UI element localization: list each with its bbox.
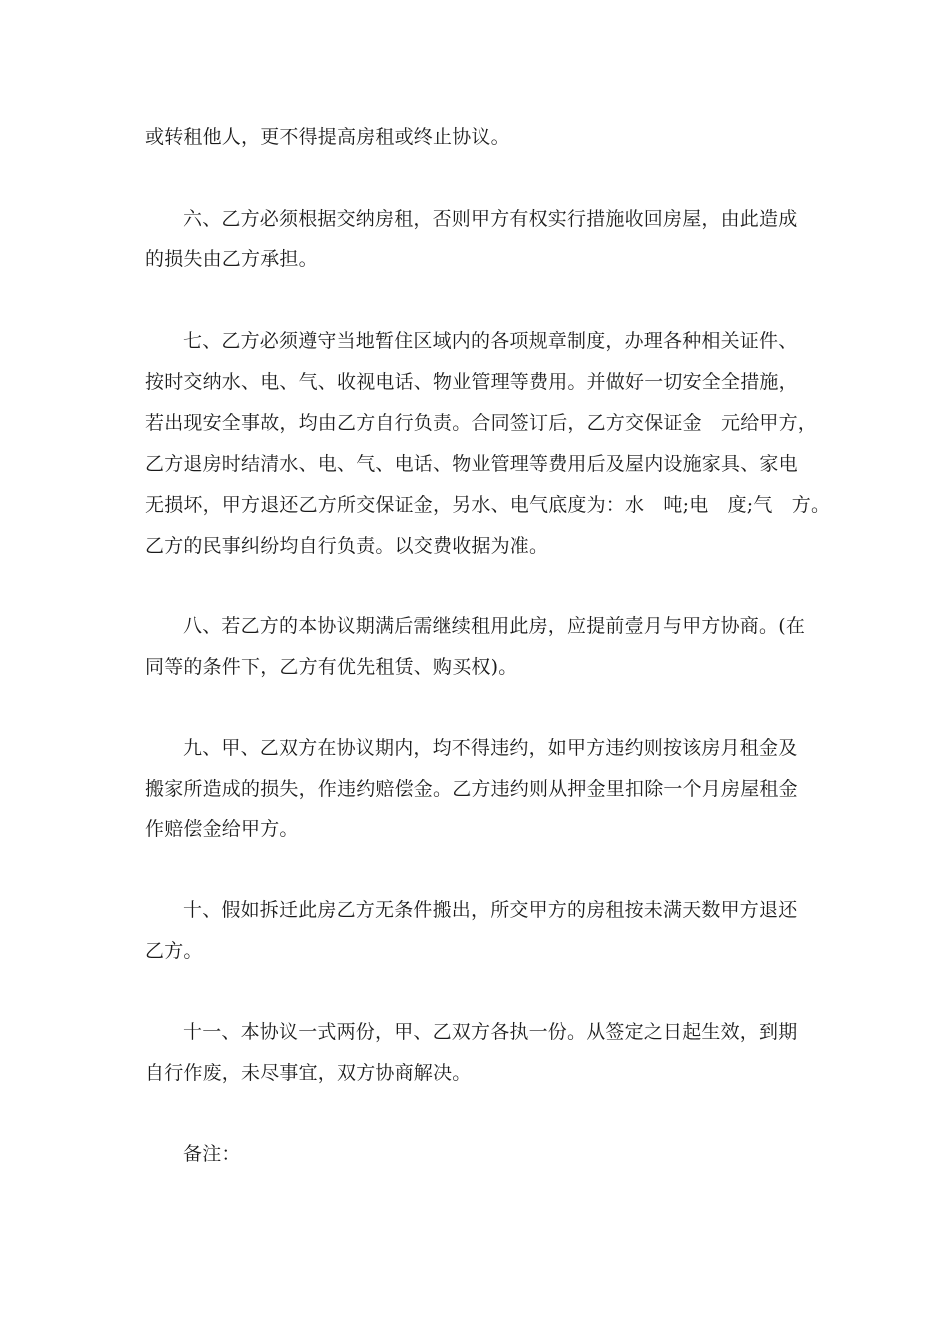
- clause-7-line-2: 按时交纳水、电、气、收视电话、物业管理等费用。并做好一切安全全措施，: [145, 371, 798, 393]
- clause-8-line-2: 同等的条件下，乙方有优先租赁、购买权)。: [145, 656, 518, 678]
- clause-9-line-2: 搬家所造成的损失，作违约赔偿金。乙方违约则从押金里扣除一个月房屋租金: [145, 778, 798, 800]
- clause-8-line-1: 八、若乙方的本协议期满后需继续租用此房，应提前壹月与甲方协商。(在: [183, 615, 806, 637]
- clause-7-line-6: 乙方的民事纠纷均自行负责。以交费收据为准。: [145, 535, 549, 557]
- clause-11-line-1: 十一、本协议一式两份，甲、乙双方各执一份。从签定之日起生效，到期: [183, 1021, 798, 1043]
- clause-7-line-4: 乙方退房时结清水、电、气、电话、物业管理等费用后及屋内设施家具、家电: [145, 453, 798, 475]
- clause-6-line-2: 的损失由乙方承担。: [145, 248, 318, 270]
- clause-6-line-1: 六、乙方必须根据交纳房租，否则甲方有权实行措施收回房屋，由此造成: [183, 208, 798, 230]
- clause-7-line-3: 若出现安全事故，均由乙方自行负责。合同签订后，乙方交保证金 元给甲方，: [145, 412, 818, 434]
- clause-7-line-1: 七、乙方必须遵守当地暂住区域内的各项规章制度，办理各种相关证件、: [183, 330, 798, 352]
- clause-9-line-3: 作赔偿金给甲方。: [145, 818, 299, 840]
- clause-5-continuation-line: 或转租他人，更不得提高房租或终止协议。: [145, 126, 510, 148]
- clause-9-line-1: 九、甲、乙双方在协议期内，均不得违约，如甲方违约则按该房月租金及: [183, 737, 798, 759]
- clause-10-line-2: 乙方。: [145, 940, 203, 962]
- clause-11-line-2: 自行作废，未尽事宜，双方协商解决。: [145, 1062, 472, 1084]
- clause-10-line-1: 十、假如拆迁此房乙方无条件搬出，所交甲方的房租按未满天数甲方退还: [183, 899, 798, 921]
- clause-7-line-5: 无损坏，甲方退还乙方所交保证金，另水、电气底度为：水 吨;电 度;气 方。: [145, 494, 831, 516]
- remarks-label: 备注：: [183, 1143, 241, 1165]
